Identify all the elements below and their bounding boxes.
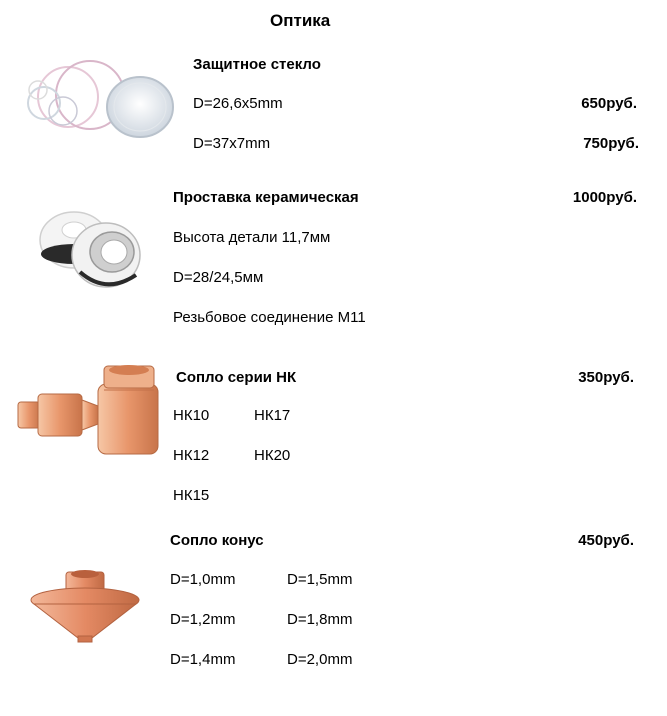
size-line: D=26,6x5mm [193,95,283,112]
section-title-cone-nozzle: Сопло конус [170,532,264,549]
size-line: D=37x7mm [193,135,271,152]
section-title-hk-nozzle: Сопло серии НК [176,369,297,386]
model-label: НК15 [173,487,210,504]
size-label: D=2,0mm [287,651,353,668]
lens-glass-icon [18,55,176,145]
model-label: НК10 [173,407,210,424]
spec-line: D=28/24,5мм [173,269,264,286]
size-label: D=1,8mm [287,611,353,628]
size-label: D=1,2mm [170,611,236,628]
model-label: НК20 [254,447,291,464]
model-label: НК17 [254,407,291,424]
size-label: D=1,4mm [170,651,236,668]
page-title: Оптика [270,11,331,30]
size-label: D=1,5mm [287,571,353,588]
price-label: 650руб. [581,95,637,112]
model-label: НК12 [173,447,210,464]
price-label: 750руб. [583,135,639,152]
section-title-ceramic-spacer: Проставка керамическая [173,189,359,206]
spec-line: Резьбовое соединение М11 [173,309,366,326]
price-label: 450руб. [578,532,634,549]
ceramic-ring-icon [36,200,148,295]
cone-nozzle-icon [28,568,142,646]
price-label: 1000руб. [572,189,637,206]
size-label: D=1,0mm [170,571,236,588]
section-title-protective-glass: Защитное стекло [193,56,321,73]
spec-line: Высота детали 11,7мм [173,229,331,246]
copper-nozzle-icon [14,362,162,458]
price-label: 350руб. [578,369,634,386]
